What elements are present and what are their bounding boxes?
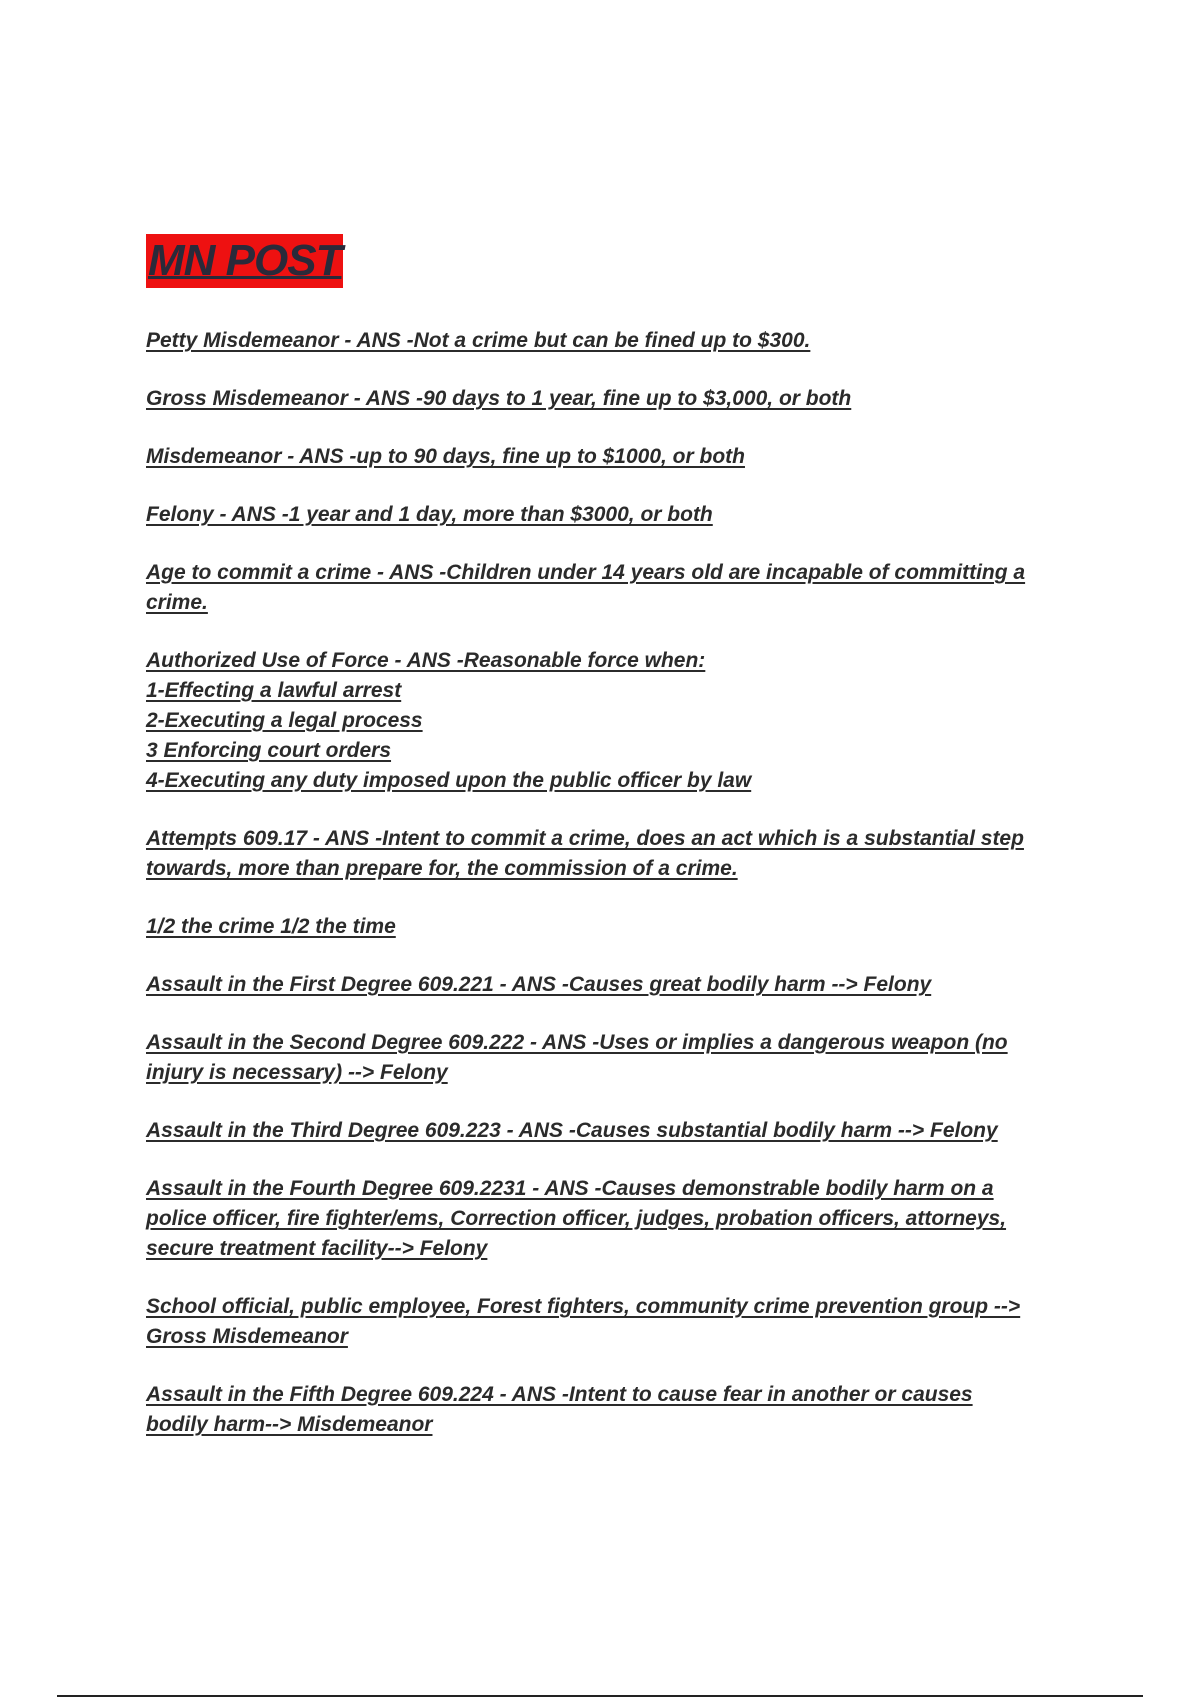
entry-line: Misdemeanor - ANS -up to 90 days, fine up to $1000, or both (146, 445, 745, 468)
entry-line: secure treatment facility--> Felony (146, 1237, 488, 1260)
entry-authorized-use-of-force (146, 646, 1086, 796)
document-content (146, 326, 1086, 1468)
entry-gross-misdemeanor (146, 384, 1086, 414)
entry-line: Assault in the Fourth Degree 609.2231 - ANS -Causes demonstrable bodily harm on a (146, 1177, 994, 1200)
entry-school-official (146, 1292, 1086, 1352)
entry-line: Assault in the Fifth Degree 609.224 - ANS -Intent to cause fear in another or causes (146, 1383, 973, 1406)
entry-line: Assault in the Second Degree 609.222 - ANS -Uses or implies a dangerous weapon (no (146, 1031, 1008, 1054)
entry-attempts (146, 824, 1086, 884)
entry-assault-fifth-degree (146, 1380, 1086, 1440)
entry-line: Age to commit a crime - ANS -Children under 14 years old are incapable of committing a (146, 561, 1026, 584)
entry-line: Assault in the First Degree 609.221 - ANS -Causes great bodily harm --> Felony (146, 973, 932, 996)
entry-line: injury is necessary) --> Felony (146, 1061, 448, 1084)
entry-line: School official, public employee, Forest fighters, community crime prevention group --> (146, 1295, 1021, 1318)
entry-misdemeanor (146, 442, 1086, 472)
entry-list-item: 1-Effecting a lawful arrest (146, 679, 402, 702)
entry-line: 1/2 the crime 1/2 the time (146, 915, 396, 938)
entry-list-item: 4-Executing any duty imposed upon the public officer by law (146, 769, 752, 792)
entry-half-crime-half-time (146, 912, 1086, 942)
entry-list-item: 3 Enforcing court orders (146, 739, 392, 762)
entry-assault-second-degree (146, 1028, 1086, 1088)
entry-list-item: 2-Executing a legal process (146, 709, 423, 732)
entry-assault-first-degree (146, 970, 1086, 1000)
entry-line: police officer, fire fighter/ems, Correction officer, judges, probation officers, attorneys, (146, 1207, 1007, 1230)
entry-line: Attempts 609.17 - ANS -Intent to commit a crime, does an act which is a substantial step (146, 827, 1024, 850)
entry-assault-fourth-degree (146, 1174, 1086, 1264)
entry-line: Felony - ANS -1 year and 1 day, more than $3000, or both (146, 503, 713, 526)
entry-line: Authorized Use of Force - ANS -Reasonable force when: (146, 649, 706, 672)
entry-assault-third-degree (146, 1116, 1086, 1146)
footer-divider (57, 1695, 1143, 1697)
entry-line: crime. (146, 591, 208, 614)
entry-line: Assault in the Third Degree 609.223 - ANS -Causes substantial bodily harm --> Felony (146, 1119, 998, 1142)
entry-age-to-commit-crime (146, 558, 1086, 618)
entry-felony (146, 500, 1086, 530)
entry-line: towards, more than prepare for, the commission of a crime. (146, 857, 738, 880)
entry-petty-misdemeanor (146, 326, 1086, 356)
document-title: MN POST (146, 234, 343, 288)
entry-line: Gross Misdemeanor (146, 1325, 348, 1348)
entry-line: Gross Misdemeanor - ANS -90 days to 1 year, fine up to $3,000, or both (146, 387, 852, 410)
entry-line: Petty Misdemeanor - ANS -Not a crime but can be fined up to $300. (146, 329, 811, 352)
entry-line: bodily harm--> Misdemeanor (146, 1413, 433, 1436)
